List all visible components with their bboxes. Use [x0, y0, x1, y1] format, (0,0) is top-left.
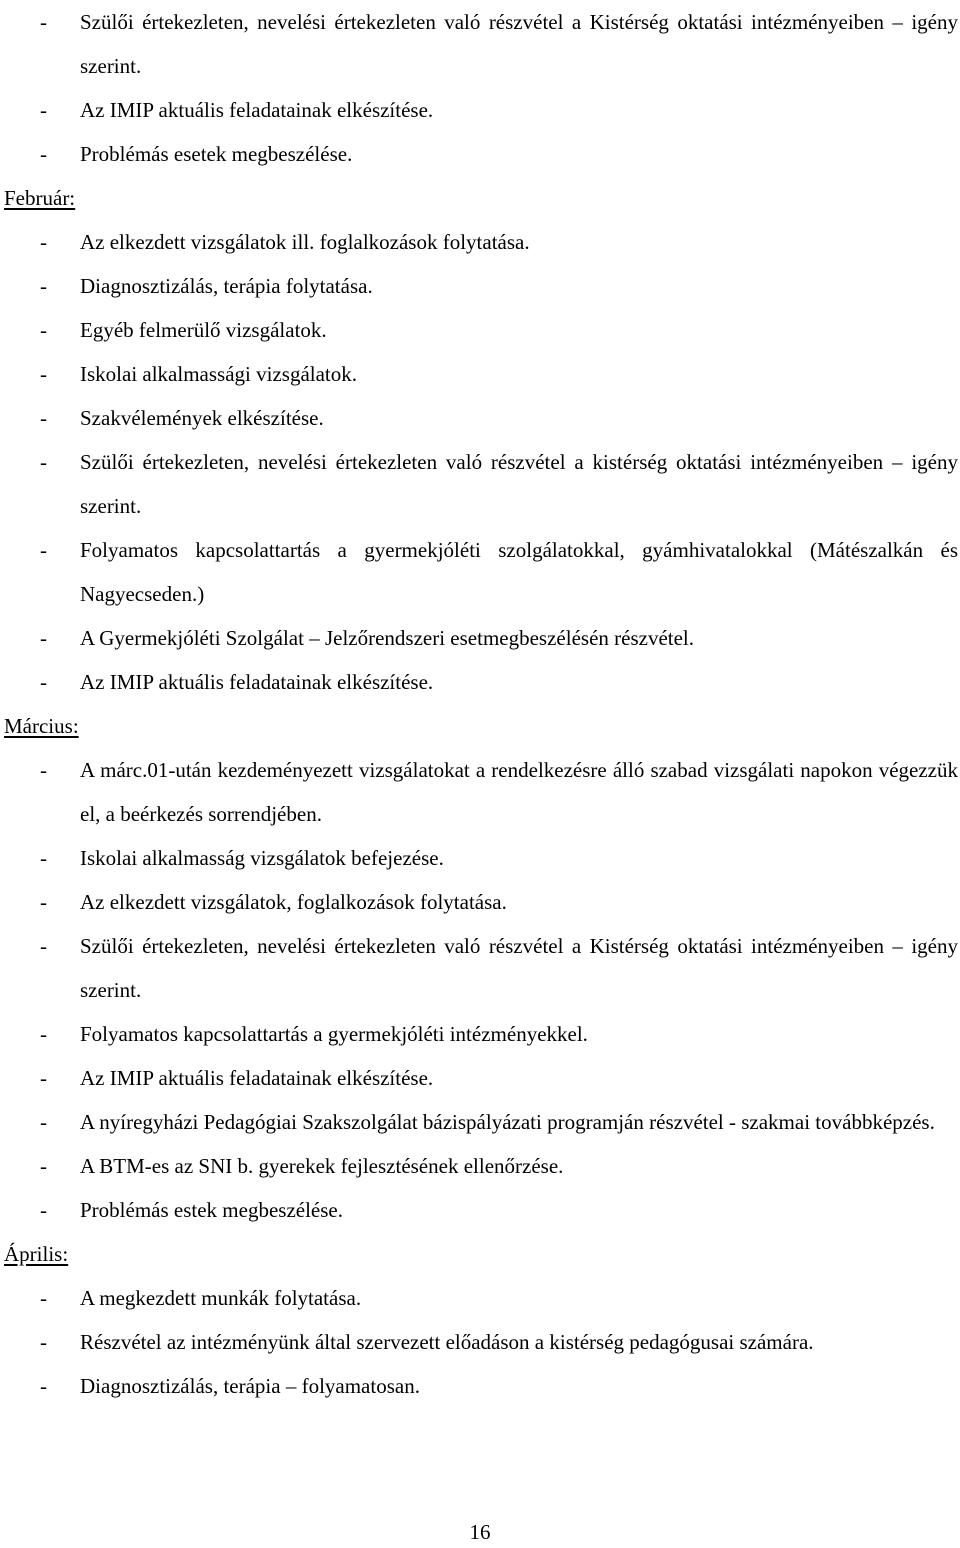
list-item-text: Egyéb felmerülő vizsgálatok.	[80, 318, 327, 342]
list-item-text: Problémás estek megbeszélése.	[80, 1198, 343, 1222]
bullet-dash: -	[40, 890, 47, 914]
bullet-dash: -	[40, 230, 47, 254]
list-item	[0, 88, 960, 132]
list-item	[0, 616, 960, 660]
list-item	[0, 1276, 960, 1320]
list-item-text: Diagnosztizálás, terápia – folyamatosan.	[80, 1374, 420, 1398]
list-item-text: Az IMIP aktuális feladatainak elkészítése.	[80, 98, 434, 122]
bullet-dash: -	[40, 450, 47, 474]
bullet-dash: -	[40, 1198, 47, 1222]
list-item	[0, 264, 960, 308]
list-item-text: Iskolai alkalmassági vizsgálatok.	[80, 362, 358, 386]
list-item	[0, 1056, 960, 1100]
bullet-dash: -	[40, 362, 47, 386]
bullet-dash: -	[40, 1154, 47, 1178]
section	[0, 176, 960, 704]
bullet-dash: -	[40, 406, 47, 430]
bullet-dash: -	[40, 274, 47, 298]
list-item	[0, 924, 960, 1012]
section	[0, 704, 960, 1232]
list-item-text: Az IMIP aktuális feladatainak elkészítése.	[80, 1066, 434, 1090]
bullet-dash: -	[40, 318, 47, 342]
list-item-text: Szülői értekezleten, nevelési értekezleten való részvétel a Kistérség oktatási intézményeiben – igény szerint.	[80, 10, 958, 78]
list-item-text: Iskolai alkalmasság vizsgálatok befejezése.	[80, 846, 444, 870]
list-item	[0, 308, 960, 352]
bullet-dash: -	[40, 1110, 47, 1134]
section-heading: Február:	[4, 186, 76, 210]
list-item-text: Szülői értekezleten, nevelési értekezleten való részvétel a kistérség oktatási intézményeiben – igény szerint.	[80, 450, 958, 518]
list-item	[0, 1100, 960, 1144]
list-item	[0, 1012, 960, 1056]
list-item	[0, 1144, 960, 1188]
list-item	[0, 440, 960, 528]
bullet-dash: -	[40, 626, 47, 650]
section	[0, 1232, 960, 1408]
bullet-dash: -	[40, 98, 47, 122]
page-number: 16	[469, 1520, 491, 1544]
list-item-text: Folyamatos kapcsolattartás a gyermekjóléti szolgálatokkal, gyámhivatalokkal (Mátészalkán és Nagyecseden.)	[80, 538, 958, 606]
bullet-dash: -	[40, 142, 47, 166]
list-item	[0, 396, 960, 440]
list-item-text: Problémás esetek megbeszélése.	[80, 142, 353, 166]
bullet-dash: -	[40, 1330, 47, 1354]
list-item-text: A BTM-es az SNI b. gyerekek fejlesztésének ellenőrzése.	[80, 1154, 564, 1178]
list-item	[0, 1364, 960, 1408]
list-item	[0, 132, 960, 176]
section	[0, 0, 960, 176]
list-item-text: Az IMIP aktuális feladatainak elkészítése.	[80, 670, 434, 694]
bullet-dash: -	[40, 846, 47, 870]
list-item-text: Az elkezdett vizsgálatok ill. foglalkozások folytatása.	[80, 230, 530, 254]
section-heading: Március:	[4, 714, 79, 738]
list-item-text: Részvétel az intézményünk által szervezett előadáson a kistérség pedagógusai számára.	[80, 1330, 814, 1354]
list-item	[0, 352, 960, 396]
list-item-text: A Gyermekjóléti Szolgálat – Jelzőrendszeri esetmegbeszélésén részvétel.	[80, 626, 695, 650]
list-item	[0, 220, 960, 264]
bullet-dash: -	[40, 934, 47, 958]
list-item	[0, 836, 960, 880]
list-item-text: Diagnosztizálás, terápia folytatása.	[80, 274, 373, 298]
bullet-dash: -	[40, 758, 47, 782]
list-item-text: A márc.01-után kezdeményezett vizsgálatokat a rendelkezésre álló szabad vizsgálati napokon végezzük el, a beérkezés sorrendjében.	[80, 758, 958, 826]
bullet-dash: -	[40, 1286, 47, 1310]
bullet-dash: -	[40, 538, 47, 562]
bullet-dash: -	[40, 670, 47, 694]
list-item-text: Az elkezdett vizsgálatok, foglalkozások folytatása.	[80, 890, 507, 914]
list-item-text: A nyíregyházi Pedagógiai Szakszolgálat bázispályázati programján részvétel - szakmai továbbképzés.	[80, 1110, 935, 1134]
list-item	[0, 0, 960, 88]
list-item-text: A megkezdett munkák folytatása.	[80, 1286, 362, 1310]
list-item	[0, 748, 960, 836]
list-item	[0, 528, 960, 616]
list-item	[0, 880, 960, 924]
bullet-dash: -	[40, 1374, 47, 1398]
section-heading: Április:	[4, 1242, 69, 1266]
list-item	[0, 1188, 960, 1232]
bullet-dash: -	[40, 1066, 47, 1090]
list-item	[0, 1320, 960, 1364]
list-item-text: Szakvélemények elkészítése.	[80, 406, 324, 430]
list-item-text: Folyamatos kapcsolattartás a gyermekjóléti intézményekkel.	[80, 1022, 588, 1046]
list-item	[0, 660, 960, 704]
list-item-text: Szülői értekezleten, nevelési értekezleten való részvétel a Kistérség oktatási intézményeiben – igény szerint.	[80, 934, 958, 1002]
bullet-dash: -	[40, 1022, 47, 1046]
bullet-dash: -	[40, 10, 47, 34]
